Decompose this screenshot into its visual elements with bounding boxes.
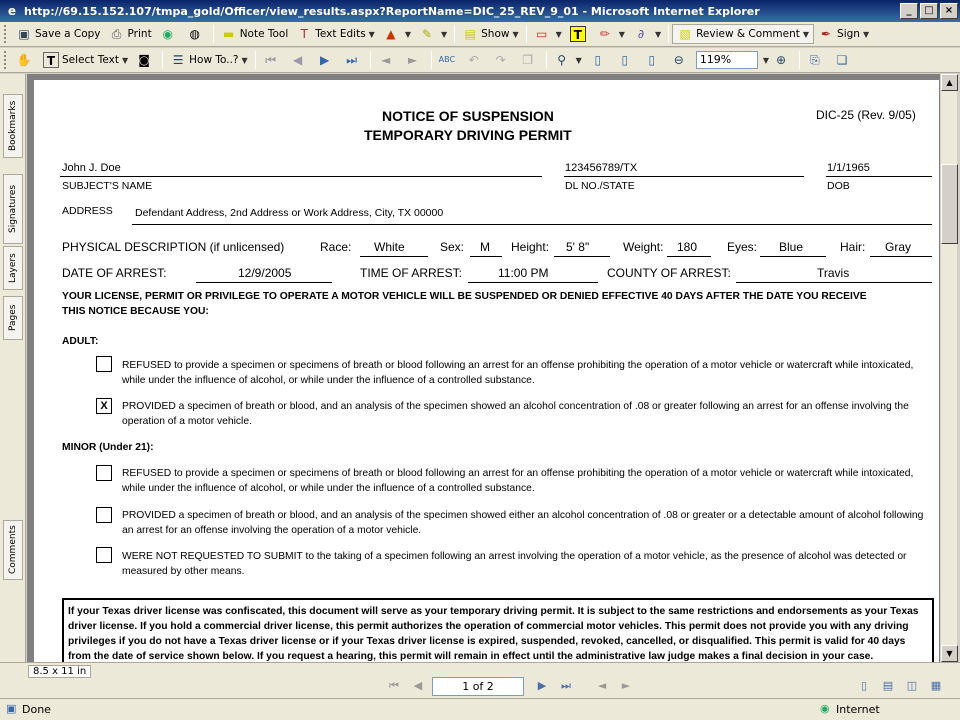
address-line: [132, 224, 932, 225]
binoculars-icon: ◍: [189, 27, 200, 41]
race-line: [360, 256, 428, 257]
page-size-indicator: 8.5 x 11 in: [28, 665, 91, 678]
eyes-line: [760, 256, 826, 257]
zone-text: Internet: [836, 703, 880, 716]
toolbar-separator: [162, 51, 163, 69]
spellcheck-button[interactable]: [435, 50, 462, 70]
chevron-down-icon[interactable]: ▼: [404, 29, 411, 39]
save-copy-label: Save a Copy: [35, 28, 101, 40]
window-titlebar: [0, 0, 960, 22]
minor-refused-text: to provide a specimen or specimens of breath or blood following an arrest for an offense prohibiting the operation of a motor vehicle or watercraft while intoxicated, while under the influence of alcohol, or while under the influence of a controlled substance.: [122, 468, 914, 494]
navigation-panel: [0, 74, 26, 662]
text-edits-label: Text Edits: [315, 28, 366, 40]
vertical-scrollbar[interactable]: [940, 74, 957, 662]
sex-value: M: [480, 240, 490, 254]
forward-circle-icon: ►: [408, 53, 418, 67]
redo-icon: ↷: [495, 53, 506, 67]
dob-line: [826, 176, 932, 177]
single-page-layout-button[interactable]: ▯: [860, 679, 868, 692]
weight-label: Weight:: [623, 240, 664, 254]
height-line: [554, 256, 610, 257]
minor-not-requested-key: WERE NOT REQUESTED TO SUBMIT: [122, 551, 303, 562]
stamp-icon: ▲: [386, 27, 396, 41]
review-comment-button[interactable]: [672, 24, 814, 44]
how-to-label: How To..?: [189, 54, 239, 66]
note-icon: ▬: [223, 27, 235, 41]
arrest-date-value: 12/9/2005: [238, 266, 292, 280]
copy-button[interactable]: [516, 50, 543, 70]
temporary-permit-notice: If your Texas driver license was confiscated, this document will serve as your temporary driving permit. It is subject to the same restrictions and endorsements as your Texas driver license. If you hold a commercial driver license, this permit authorizes the operation of commercial motor vehicles. This permit does not provide you with any driving privileges if you do not have a Texas driver license or if your Texas driver license is expired, suspended, revoked, cancelled, or disqualified. This permit is valid for 40 days from the date of service shown below. If you request a hearing, this permit will remain in effect until the administrative law judge makes a final decision in your case.: [62, 598, 934, 662]
tab-pages[interactable]: Pages: [3, 296, 23, 340]
eyes-value: Blue: [779, 240, 804, 254]
text-box-button[interactable]: [566, 24, 593, 44]
back-circle-icon: ◄: [381, 53, 391, 67]
minor-refused-key: REFUSED: [122, 468, 172, 479]
chevron-down-icon[interactable]: ▼: [802, 29, 810, 39]
show-button[interactable]: [458, 24, 523, 44]
pencil-button[interactable]: [593, 24, 629, 44]
adult-refused-text: to provide a specimen or specimens of breath or blood following an arrest for an offense prohibiting the operation of a motor vehicle or watercraft while intoxicated, while under the influence of alcohol, or while under the influence of a controlled substance.: [122, 360, 914, 386]
hair-line: [870, 256, 932, 257]
status-bar: [0, 698, 960, 720]
hand-icon: ✋: [16, 53, 32, 67]
sign-pen-icon: ✒: [821, 27, 832, 41]
text-edit-icon: T: [300, 27, 308, 41]
minor-not-requested-option: [122, 549, 932, 579]
fit-width-button[interactable]: [640, 50, 667, 70]
paperclip-icon: ∂: [637, 27, 645, 41]
reader-toolbar-primary: [0, 22, 960, 47]
previous-view-button[interactable]: [374, 50, 401, 70]
text-box-icon: T: [570, 26, 586, 42]
undo-icon: ↶: [468, 53, 479, 67]
scroll-up-button[interactable]: ▲: [941, 74, 958, 91]
maximize-button[interactable]: □: [920, 3, 938, 19]
chevron-down-icon[interactable]: ▼: [575, 55, 582, 65]
stamp-button[interactable]: [379, 24, 415, 44]
toolbar-separator: [431, 51, 432, 69]
minor-not-requested-checkbox[interactable]: [96, 547, 112, 563]
toolbar-separator: [454, 25, 455, 43]
highlight-button[interactable]: [415, 24, 451, 44]
continuous-layout-button[interactable]: ▤: [882, 679, 894, 692]
ie-logo-icon: e: [7, 4, 17, 18]
zoom-out-icon: ⊖: [673, 53, 684, 67]
chevron-down-icon[interactable]: ▼: [555, 29, 562, 39]
globe-icon: ◉: [162, 27, 173, 41]
review-comment-label: Review & Comment: [696, 28, 800, 40]
print-label: Print: [127, 28, 152, 40]
arrest-time-label: TIME OF ARREST:: [360, 266, 463, 280]
subject-name-line: [60, 176, 542, 177]
hand-tool-button[interactable]: [12, 50, 39, 70]
nav-next-page-button[interactable]: ▶: [537, 679, 547, 692]
pencil-icon: ✏: [599, 27, 610, 41]
county-value: Travis: [817, 266, 850, 280]
next-page-button[interactable]: [313, 50, 340, 70]
minor-provided-option: [122, 508, 934, 538]
page-number-field[interactable]: 1 of 2: [432, 677, 524, 696]
weight-line: [667, 256, 711, 257]
toolbar-separator: [213, 25, 214, 43]
zoom-in-icon: ⊕: [775, 53, 786, 67]
magnifier-icon: ⚲: [557, 53, 567, 67]
minor-provided-checkbox[interactable]: [96, 507, 112, 523]
print-button[interactable]: [105, 24, 156, 44]
toolbar-separator: [799, 51, 800, 69]
page-navigation-bar: [0, 662, 960, 698]
subject-name-label: SUBJECT'S NAME: [62, 180, 153, 192]
hair-value: Gray: [885, 240, 912, 254]
pdf-page: [34, 80, 939, 662]
select-text-icon: T: [43, 52, 59, 68]
show-icon: ▤: [464, 27, 476, 41]
subject-name-value: John J. Doe: [62, 162, 121, 174]
minor-refused-option: [122, 466, 932, 496]
close-button[interactable]: ×: [940, 3, 958, 19]
adult-refused-option: [122, 358, 932, 388]
zoom-out-button[interactable]: [667, 50, 694, 70]
toolbar-separator: [370, 51, 371, 69]
chevron-down-icon[interactable]: ▼: [241, 55, 248, 65]
copy-icon: ❐: [522, 53, 534, 67]
zoom-level-field[interactable]: 119%: [696, 51, 758, 69]
last-page-icon: ⏭: [346, 53, 358, 67]
undo-button[interactable]: [462, 50, 489, 70]
previous-page-button[interactable]: [286, 50, 313, 70]
minor-refused-checkbox[interactable]: [96, 465, 112, 481]
continuous-facing-layout-button[interactable]: ▦: [930, 679, 942, 692]
camera-icon: ◙: [138, 53, 150, 67]
arrest-time-value: 11:00 PM: [498, 266, 549, 280]
floppy-icon: ▣: [18, 27, 30, 41]
dob-label: DOB: [827, 180, 850, 192]
hair-label: Hair:: [840, 240, 866, 254]
snapshot-button[interactable]: [132, 50, 159, 70]
adult-section-label: ADULT:: [62, 336, 99, 347]
first-page-icon: ⏮: [265, 53, 277, 67]
rectangle-tool-button[interactable]: [530, 24, 566, 44]
minor-not-requested-text: to the taking of a specimen following an arrest involving the operation of a motor vehicle, as the presence of alcohol was detected or measured by other means.: [122, 551, 907, 577]
note-tool-button[interactable]: [217, 24, 293, 44]
facing-layout-button[interactable]: ◫: [906, 679, 918, 692]
fit-page-icon: ▯: [621, 53, 629, 67]
note-tool-label: Note Tool: [239, 28, 289, 40]
race-label: Race:: [320, 240, 352, 254]
scroll-down-button[interactable]: ▼: [941, 645, 958, 662]
form-title: NOTICE OF SUSPENSION: [382, 108, 554, 124]
toolbar-separator: [668, 25, 669, 43]
arrest-date-label: DATE OF ARREST:: [62, 266, 167, 280]
minor-section-label: MINOR (Under 21):: [62, 442, 154, 453]
minor-provided-key: PROVIDED: [122, 510, 176, 521]
toolbar-separator: [546, 51, 547, 69]
weight-value: 180: [677, 240, 698, 254]
form-subtitle: TEMPORARY DRIVING PERMIT: [364, 127, 572, 143]
chevron-down-icon[interactable]: ▼: [654, 29, 662, 39]
county-line: [736, 282, 932, 283]
address-label: ADDRESS: [62, 205, 113, 217]
review-icon: ▧: [679, 27, 691, 41]
text-edits-button[interactable]: [292, 24, 379, 44]
fit-width-icon: ▯: [648, 53, 656, 67]
pages-button[interactable]: [830, 50, 857, 70]
adult-provided-text: a specimen of breath or blood, and an analysis of the specimen showed an alcohol concentration of .08 or greater following an arrest for an offense involving the operation of a motor vehicle.: [122, 401, 909, 427]
sign-button[interactable]: [814, 24, 873, 44]
tab-bookmarks[interactable]: Bookmarks: [3, 94, 23, 158]
next-page-icon: ▶: [320, 53, 330, 67]
chevron-down-icon[interactable]: ▼: [121, 55, 129, 65]
toolbar-separator: [526, 25, 527, 43]
adult-refused-checkbox[interactable]: [96, 356, 112, 372]
notice-heading-line2: THIS NOTICE BECAUSE YOU:: [62, 306, 209, 317]
chevron-down-icon[interactable]: ▼: [618, 29, 625, 39]
zoom-tool-button[interactable]: [550, 50, 586, 70]
email-button[interactable]: [156, 24, 183, 44]
attach-button[interactable]: [629, 24, 665, 44]
dob-value: 1/1/1965: [827, 162, 870, 174]
rectangle-icon: ▭: [535, 27, 548, 41]
tab-comments[interactable]: Comments: [3, 520, 23, 580]
spellcheck-icon: ABC: [438, 55, 456, 64]
sex-line: [470, 256, 502, 257]
notice-heading-line1: YOUR LICENSE, PERMIT OR PRIVILEGE TO OPERATE A MOTOR VEHICLE WILL BE SUSPENDED OR DENIED EFFECTIVE 40 DAYS AFTER THE DATE YOU RECEIVE: [62, 291, 867, 302]
last-page-button[interactable]: [340, 50, 367, 70]
pages-icon: ❏: [836, 53, 848, 67]
height-value: 5' 8": [566, 240, 590, 254]
page-icon: ▯: [594, 53, 602, 67]
highlighter-icon: ✎: [421, 27, 433, 41]
rotate-page-icon: ⎘: [810, 53, 820, 67]
nav-first-page-button[interactable]: ⏮: [389, 679, 399, 692]
show-label: Show: [481, 28, 510, 40]
how-to-button[interactable]: [166, 50, 252, 70]
document-viewport[interactable]: [27, 74, 940, 662]
chevron-down-icon[interactable]: ▼: [440, 29, 448, 39]
fit-page-button[interactable]: [613, 50, 640, 70]
printer-icon: ⎙: [111, 27, 122, 41]
adult-provided-key: PROVIDED: [122, 401, 176, 412]
chevron-down-icon[interactable]: ▼: [512, 29, 519, 39]
dl-label: DL NO./STATE: [565, 180, 635, 192]
first-page-button[interactable]: [259, 50, 286, 70]
select-text-button[interactable]: [39, 50, 132, 70]
tab-signatures[interactable]: Signatures: [3, 174, 23, 244]
minor-provided-text: a specimen of breath or blood, and an analysis of the specimen showed either an alcohol concentration of .08 or greater or a detectable amount of alcohol following an arrest for an offense involving the operation of a motor vehicle.: [122, 510, 924, 536]
search-button[interactable]: [183, 24, 210, 44]
sex-label: Sex:: [440, 240, 465, 254]
internet-zone-icon: ◉: [820, 702, 830, 715]
tab-layers[interactable]: Layers: [3, 246, 23, 290]
reader-toolbar-secondary: [0, 48, 960, 73]
county-label: COUNTY OF ARREST:: [607, 266, 731, 280]
page-status-icon: ▣: [6, 702, 17, 715]
status-text: Done: [22, 703, 51, 716]
previous-page-icon: ◀: [293, 53, 303, 67]
height-label: Height:: [511, 240, 550, 254]
help-list-icon: ☰: [172, 53, 184, 67]
save-copy-button[interactable]: [12, 24, 105, 44]
form-number: DIC-25 (Rev. 9/05): [816, 108, 916, 122]
toolbar-grip[interactable]: [4, 25, 8, 43]
rotate-button[interactable]: [803, 50, 830, 70]
zoom-in-button[interactable]: [769, 50, 796, 70]
nav-back-view-button[interactable]: ◄: [597, 679, 607, 692]
toolbar-grip[interactable]: [4, 51, 8, 69]
scroll-thumb[interactable]: [941, 164, 958, 244]
chevron-down-icon[interactable]: ▼: [368, 29, 375, 39]
adult-provided-checkbox[interactable]: X: [96, 398, 112, 414]
toolbar-separator: [255, 51, 256, 69]
nav-previous-page-button[interactable]: ◀: [413, 679, 423, 692]
actual-size-button[interactable]: [586, 50, 613, 70]
address-value: Defendant Address, 2nd Address or Work Address, City, TX 00000: [135, 207, 444, 219]
select-text-label: Select Text: [62, 54, 119, 66]
nav-forward-view-button[interactable]: ►: [621, 679, 631, 692]
arrest-time-line: [468, 282, 598, 283]
eyes-label: Eyes:: [727, 240, 758, 254]
arrest-date-line: [196, 282, 332, 283]
nav-last-page-button[interactable]: ⏭: [561, 679, 571, 692]
dl-value: 123456789/TX: [565, 162, 638, 174]
next-view-button[interactable]: [401, 50, 428, 70]
physical-description-label: PHYSICAL DESCRIPTION (if unlicensed): [62, 240, 285, 254]
sign-label: Sign: [837, 28, 860, 40]
adult-provided-option: [122, 399, 932, 429]
window-title: http://69.15.152.107/tmpa_gold/Officer/view_results.aspx?ReportName=DIC_25_REV_9_01 - Microsoft Internet Explorer: [24, 4, 760, 18]
minimize-button[interactable]: _: [900, 3, 918, 19]
redo-button[interactable]: [489, 50, 516, 70]
adult-refused-key: REFUSED: [122, 360, 172, 371]
race-value: White: [374, 240, 405, 254]
chevron-down-icon[interactable]: ▼: [862, 29, 870, 39]
chevron-down-icon[interactable]: ▼: [762, 55, 769, 65]
dl-line: [564, 176, 804, 177]
